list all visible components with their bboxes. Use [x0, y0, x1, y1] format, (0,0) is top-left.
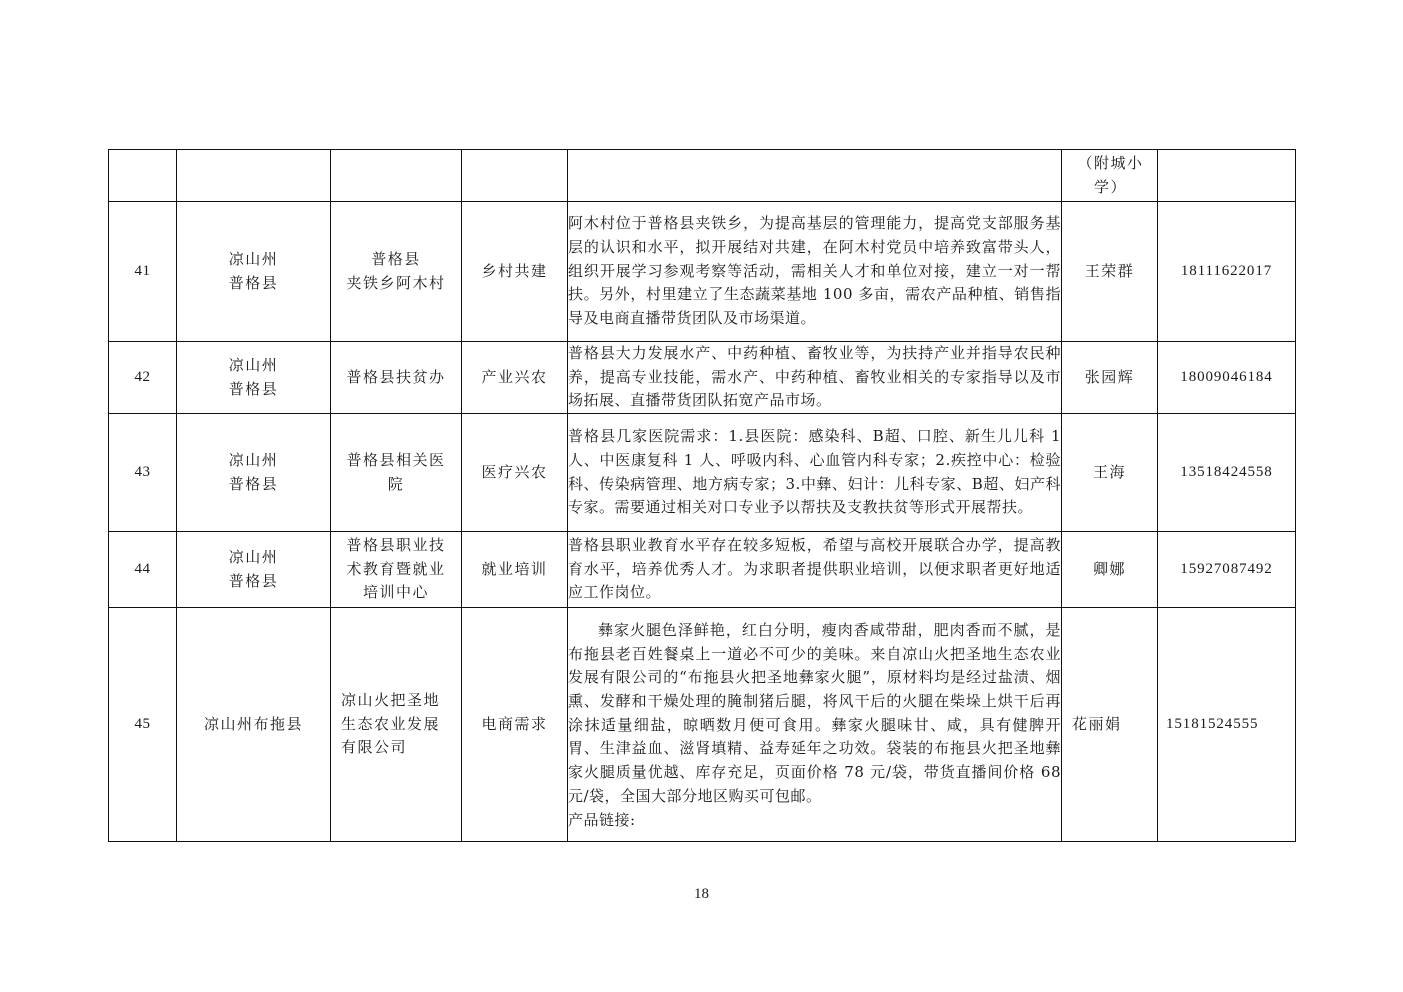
phone-cell: 15927087492	[1158, 532, 1296, 608]
category-cell: 就业培训	[462, 532, 568, 608]
projects-table	[108, 149, 1296, 842]
unit-cell	[331, 532, 462, 608]
region-line: 普格县	[228, 571, 279, 590]
unit-line: 普格县扶贫办	[346, 367, 446, 386]
contact-cell: 卿娜	[1062, 532, 1158, 608]
description-text: 普格县职业教育水平存在较多短板，希望与高校开展联合办学，提高教育水平，培养优秀人才。为求职者提供职业培训，以便求职者更好地适应工作岗位。	[568, 536, 1061, 602]
row-number: 45	[109, 608, 177, 842]
row-number: 41	[109, 202, 177, 342]
category-cell: 乡村共建	[462, 202, 568, 342]
unit-line: 夹铁乡阿木村	[346, 273, 446, 292]
description-text: 彝家火腿色泽鲜艳，红白分明，瘦肉香咸带甜，肥肉香而不腻，是布拖县老百姓餐桌上一道必不可少的美味。来自凉山火把圣地生态农业发展有限公司的“布拖县火把圣地彝家火腿”，原材料均是经过盐渍、烟熏、发酵和干燥处理的腌制猪后腿，将风干后的火腿在柴垛上烘干后再涂抹适量细盐，晾晒数月便可食用。彝家火腿味甘、咸，具有健脾开胃、生津益血、滋肾填精、益寿延年之功效。袋装的布拖县火把圣地彝家火腿质量优越、库存充足，页面价格 78 元/袋，带货直播间价格 68 元/袋，全国大部分地区购买可包邮。	[568, 620, 1061, 805]
row-number: 44	[109, 532, 177, 608]
unit-line: 有限公司	[341, 738, 408, 757]
description-cell	[568, 342, 1062, 414]
contact-cell: 花丽娟	[1062, 608, 1158, 842]
description-cell	[568, 532, 1062, 608]
unit-line: 普格县职业技	[346, 536, 446, 555]
category-cell: 电商需求	[462, 608, 568, 842]
region-cell	[177, 342, 331, 414]
product-link-label: 产品链接:	[568, 810, 636, 829]
phone-cell: 18111622017	[1158, 202, 1296, 342]
table-row	[109, 608, 1296, 842]
unit-cell	[331, 342, 462, 414]
contact-cell: 王荣群	[1062, 202, 1158, 342]
region-line: 凉山州	[228, 547, 279, 566]
region-line: 普格县	[228, 474, 279, 493]
page-number: 18	[694, 886, 709, 902]
region-line: 普格县	[228, 379, 279, 398]
unit-line: 普格县	[371, 249, 421, 268]
phone-cell: 13518424558	[1158, 414, 1296, 532]
phone-cell: 18009046184	[1158, 342, 1296, 414]
table-row	[109, 342, 1296, 414]
description-text: 普格县几家医院需求：1.县医院：感染科、B超、口腔、新生儿儿科 1 人、中医康复科 1 人、呼吸内科、心血管内科专家；2.疾控中心：检验科、传染病管理、地方病专家；3.中彝、妇计：儿科专家、B超、妇产科专家。需要通过相关对口专业予以帮扶及支教扶贫等形式开展帮扶。	[568, 427, 1061, 517]
contact-tail-cell	[1062, 150, 1158, 202]
unit-line: 院	[387, 474, 405, 493]
unit-line: 术教育暨就业	[346, 559, 446, 578]
phone-cell: 15181524555	[1158, 608, 1296, 842]
unit-line: 凉山火把圣地	[341, 691, 441, 710]
region-cell	[177, 532, 331, 608]
unit-line: 生态农业发展	[341, 714, 441, 733]
table-row	[109, 414, 1296, 532]
table-row	[109, 202, 1296, 342]
continuation-row	[109, 150, 1296, 202]
region-line: 凉山州	[228, 450, 279, 469]
row-number: 43	[109, 414, 177, 532]
region-line: 普格县	[228, 273, 279, 292]
category-cell: 产业兴农	[462, 342, 568, 414]
unit-cell	[331, 608, 462, 842]
region-line: 凉山州	[228, 249, 279, 268]
region-line: 凉山州布拖县	[203, 714, 303, 733]
region-line: 凉山州	[228, 355, 279, 374]
region-cell	[177, 202, 331, 342]
contact-cell: 张园辉	[1062, 342, 1158, 414]
table-row	[109, 532, 1296, 608]
region-cell	[177, 608, 331, 842]
description-text: 阿木村位于普格县夹铁乡，为提高基层的管理能力，提高党支部服务基层的认识和水平，拟开展结对共建，在阿木村党员中培养致富带头人，组织开展学习参观考察等活动，需相关人才和单位对接，建立一对一帮扶。另外，村里建立了生态蔬菜基地 100 多亩，需农产品种植、销售指导及电商直播带货团队及市场渠道。	[568, 214, 1061, 328]
unit-line: 普格县相关医	[346, 450, 446, 469]
category-cell: 医疗兴农	[462, 414, 568, 532]
unit-cell	[331, 202, 462, 342]
region-cell	[177, 414, 331, 532]
unit-line: 培训中心	[362, 583, 429, 602]
row-number: 42	[109, 342, 177, 414]
description-text: 普格县大力发展水产、中药种植、畜牧业等，为扶持产业并指导农民种养，提高专业技能，需水产、中药种植、畜牧业相关的专家指导以及市场拓展、直播带货团队拓宽产品市场。	[568, 344, 1061, 410]
contact-tail-text: （附城小学）	[1077, 153, 1144, 196]
unit-cell	[331, 414, 462, 532]
description-cell	[568, 202, 1062, 342]
description-cell	[568, 414, 1062, 532]
description-cell	[568, 608, 1062, 842]
contact-cell: 王海	[1062, 414, 1158, 532]
